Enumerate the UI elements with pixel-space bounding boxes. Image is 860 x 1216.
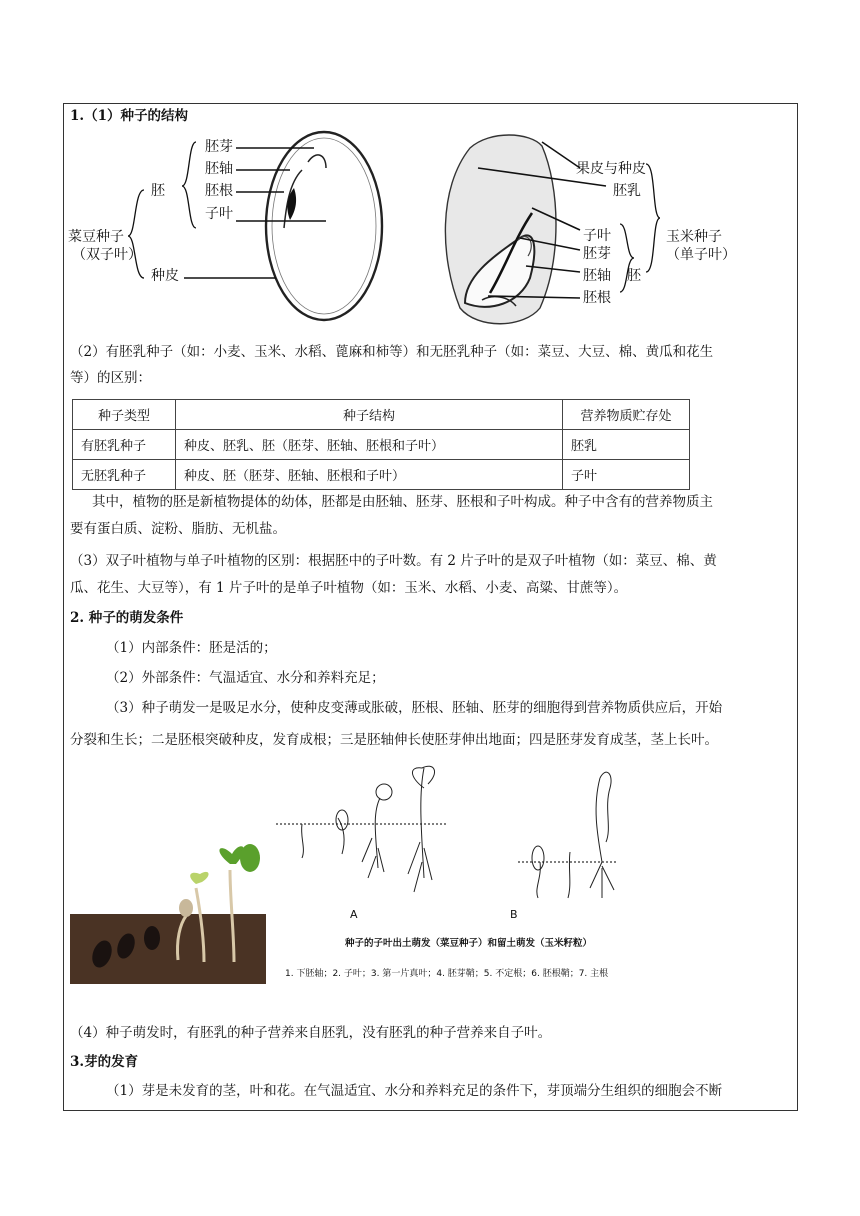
table-header-row [73,400,690,430]
section-2-line-3a: （3）种子萌发一是吸足水分，使种皮变薄或胀破，胚根、胚轴、胚芽的细胞得到营养物质供应后，开始 [106,700,723,716]
bean-label-cotyledon: 子叶 [205,206,233,222]
section-3-title: 3.芽的发育 [70,1054,139,1070]
para-2-line-1: （2）有胚乳种子（如：小麦、玉米、水稻、蓖麻和柿等）和无胚乳种子（如：菜豆、大豆、棉、黄瓜和花生 [70,344,714,360]
bean-label-radicle: 胚根 [205,183,233,199]
table-row [73,460,690,490]
table-cell: 种皮、胚乳、胚（胚芽、胚轴、胚根和子叶） [176,430,563,460]
fig-label-a: A [350,908,358,921]
table-cell: 子叶 [563,460,690,490]
section-1-title: 1.（1）种子的结构 [70,108,188,124]
corn-label-embryo: 胚 [627,268,641,284]
para-2-line-2: 等）的区别： [70,370,151,386]
bean-seed-diagram [64,128,394,326]
para-4-line-1: （3）双子叶植物与单子叶植物的区别：根据胚中的子叶数。有 2 片子叶的是双子叶植物（如：菜豆、棉、黄 [70,553,717,569]
section-3-line-1: （1）芽是未发育的茎，叶和花。在气温适宜、水分和养料充足的条件下，芽顶端分生组织的细胞会不断 [106,1083,723,1099]
fig-label-b: B [510,908,518,921]
table-cell: 有胚乳种子 [73,430,176,460]
table-header-cell: 种子类型 [73,400,176,430]
section-2-line-1: （1）内部条件：胚是活的； [106,640,277,656]
table-cell: 胚乳 [563,430,690,460]
corn-label-radicle: 胚根 [583,290,611,306]
corn-label-plumule: 胚芽 [583,246,611,262]
section-2-title: 2. 种子的萌发条件 [70,610,184,626]
corn-label-cotyledon: 子叶 [583,228,611,244]
corn-label-hypocotyl: 胚轴 [583,268,611,284]
para-3-line-1: 其中，植物的胚是新植物提体的幼体，胚都是由胚轴、胚芽、胚根和子叶构成。种子中含有的营养物质主 [92,494,713,510]
section-2-line-2: （2）外部条件：气温适宜、水分和养料充足； [106,670,385,686]
bean-label-hypocotyl: 胚轴 [205,161,233,177]
corn-label-type: （单子叶） [666,247,736,263]
table-cell: 种皮、胚（胚芽、胚轴、胚根和子叶） [176,460,563,490]
corn-label-endosperm: 胚乳 [613,183,641,199]
bean-label-plumule: 胚芽 [205,139,233,155]
section-2-line-4: （4）种子萌发时，有胚乳的种子营养来自胚乳，没有胚乳的种子营养来自子叶。 [70,1025,552,1041]
seed-comparison-table [72,399,690,490]
germination-figure-title: 种子的子叶出土萌发（菜豆种子）和留土萌发（玉米籽粒） [345,938,593,949]
corn-label-name: 玉米种子 [666,229,722,245]
bean-label-embryo: 胚 [151,183,165,199]
bean-label-name: 菜豆种子 [68,229,124,245]
corn-seed-diagram [420,128,730,328]
table-row [73,430,690,460]
para-3-line-2: 要有蛋白质、淀粉、脂肪、无机盐。 [70,521,286,537]
germination-photo [70,820,266,984]
germination-figure-legend: 1. 下胚轴；2. 子叶；3. 第一片真叶；4. 胚芽鞘；5. 不定根；6. 胚根鞘；7. 主根 [285,969,609,979]
para-4-line-2: 瓜、花生、大豆等），有 1 片子叶的是单子叶植物（如：玉米、水稻、小麦、高粱、甘蔗等）。 [70,580,628,596]
germination-line-drawing [272,758,622,934]
bean-label-seed-coat: 种皮 [151,268,179,284]
bean-label-type: （双子叶） [72,247,142,263]
table-cell: 无胚乳种子 [73,460,176,490]
section-2-line-3b: 分裂和生长；二是胚根突破种皮，发育成根；三是胚轴伸长使胚芽伸出地面；四是胚芽发育成茎，茎上长叶。 [70,732,718,748]
table-header-cell: 营养物质贮存处 [563,400,690,430]
table-header-cell: 种子结构 [176,400,563,430]
corn-label-pericarp: 果皮与种皮 [576,161,646,177]
